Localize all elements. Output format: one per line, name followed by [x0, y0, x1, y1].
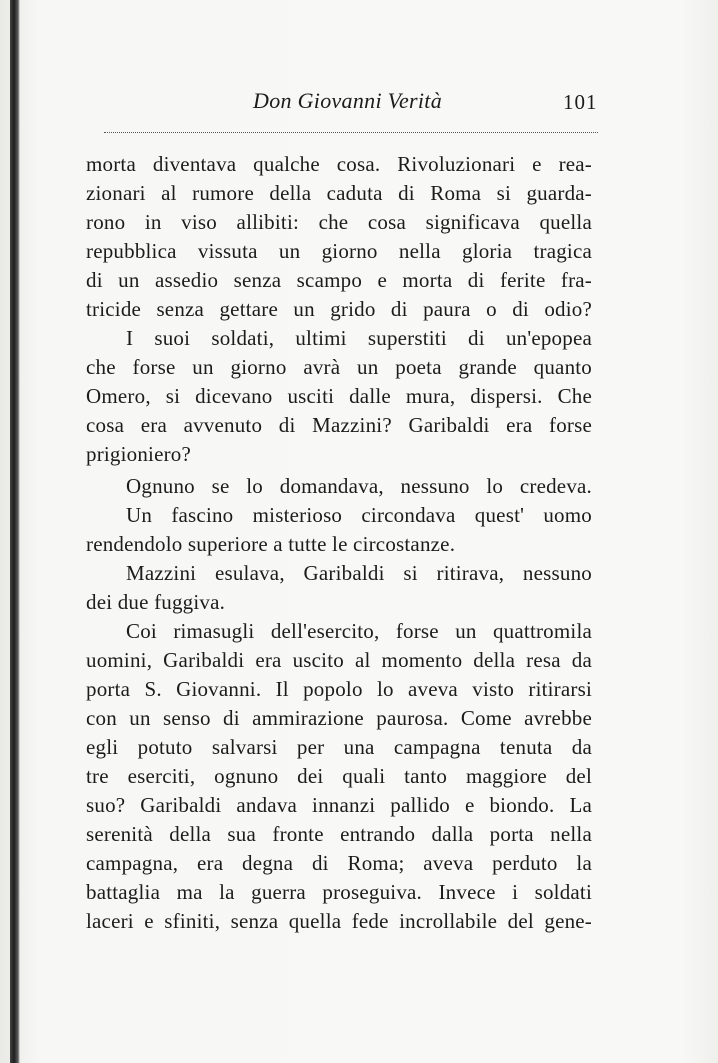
- text-line: porta S. Giovanni. Il popolo lo aveva visto ritirarsi: [86, 677, 592, 701]
- text-line: dei due fuggiva.: [86, 590, 226, 614]
- text-line: repubblica vissuta un giorno nella gloria tragica: [86, 239, 592, 263]
- text-line: Mazzini esulava, Garibaldi si ritirava, nessuno: [126, 561, 592, 585]
- text-line: che forse un giorno avrà un poeta grande quanto: [86, 355, 592, 379]
- text-line: di un assedio senza scampo e morta di ferite fra-: [86, 268, 592, 292]
- text-line: zionari al rumore della caduta di Roma si guarda-: [86, 181, 592, 205]
- text-line: con un senso di ammirazione paurosa. Come avrebbe: [86, 706, 592, 730]
- binding-edge: [10, 0, 20, 1063]
- text-line: serenità della sua fronte entrando dalla porta nella: [86, 822, 592, 846]
- text-line: tre eserciti, ognuno dei quali tanto maggiore del: [86, 764, 592, 788]
- text-line: Coi rimasugli dell'esercito, forse un quattromila: [126, 619, 592, 643]
- body-text: [86, 150, 592, 1000]
- text-line: suo? Garibaldi andava innanzi pallido e biondo. La: [86, 793, 592, 817]
- running-title: Don Giovanni Verità: [253, 88, 443, 113]
- text-line: tricide senza gettare un grido di paura o di odio?: [86, 297, 592, 321]
- text-line: rono in viso allibiti: che cosa significava quella: [86, 210, 592, 234]
- running-header: [0, 86, 718, 122]
- text-line: campagna, era degna di Roma; aveva perduto la: [86, 851, 592, 875]
- text-line: I suoi soldati, ultimi superstiti di un'epopea: [126, 326, 592, 350]
- page-number: 101: [563, 90, 598, 114]
- text-line: cosa era avvenuto di Mazzini? Garibaldi era forse: [86, 413, 592, 437]
- text-line: Ognuno se lo domandava, nessuno lo credeva.: [126, 474, 592, 498]
- text-line: egli potuto salvarsi per una campagna tenuta da: [86, 735, 592, 759]
- text-line: rendendolo superiore a tutte le circostanze.: [86, 532, 456, 556]
- text-line: Un fascino misterioso circondava quest' uomo: [126, 503, 592, 527]
- text-line: morta diventava qualche cosa. Rivoluzionari e rea-: [86, 152, 592, 176]
- text-line: battaglia ma la guerra proseguiva. Invece i soldati: [86, 880, 592, 904]
- text-line: laceri e sfiniti, senza quella fede incrollabile del gene-: [86, 909, 592, 933]
- text-line: Omero, si dicevano usciti dalle mura, dispersi. Che: [86, 384, 592, 408]
- header-rule: [104, 132, 598, 133]
- text-line: uomini, Garibaldi era uscito al momento della resa da: [86, 648, 592, 672]
- text-line: prigioniero?: [86, 442, 192, 466]
